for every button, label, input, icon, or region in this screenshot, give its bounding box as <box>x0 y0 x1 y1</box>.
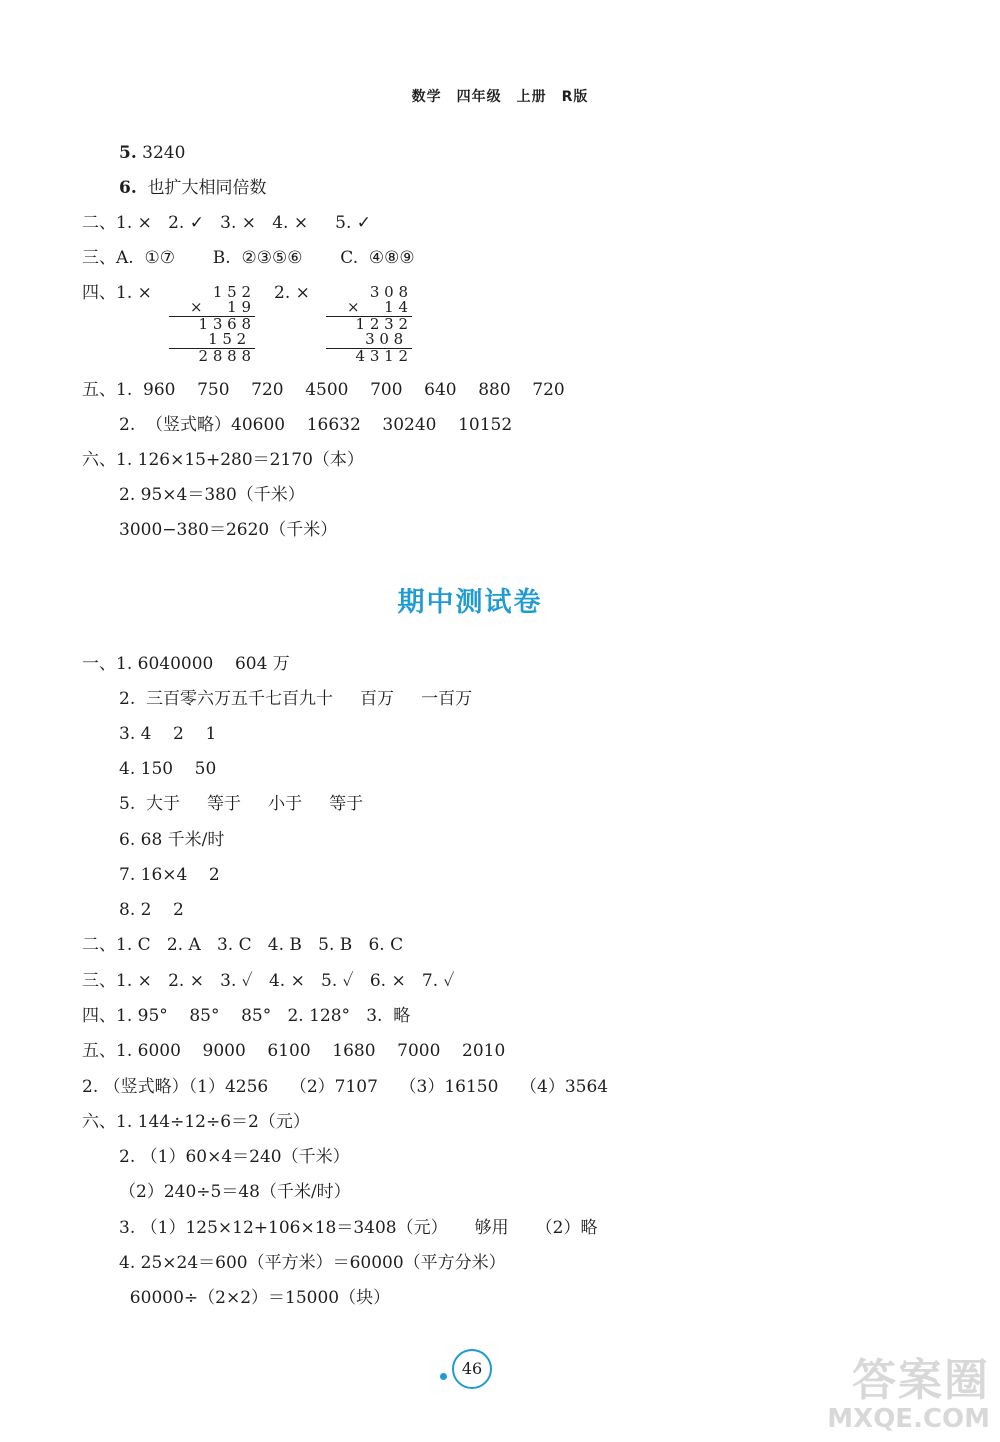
section-six-1: 六、1. 126×15+280＝2170（本） <box>82 450 364 470</box>
page-number-dot <box>440 1373 447 1380</box>
page-number: 46 <box>452 1349 492 1389</box>
vertical-multiplication-2 <box>322 285 412 365</box>
section-two: 二、1. × 2. ✓ 3. × 4. × 5. ✓ <box>82 213 371 233</box>
exam-six: 六、1. 144÷12÷6＝2（元） <box>82 1112 310 1132</box>
exam-one-6: 6. 68 千米/时 <box>119 830 225 850</box>
section-five-2: 2. （竖式略）40600 16632 30240 10152 <box>119 415 513 435</box>
multiplicand: 1 5 2 <box>212 283 251 301</box>
exam-four: 四、1. 95° 85° 85° 2. 128° 3. 略 <box>82 1006 411 1026</box>
section-three: 三、A. ①⑦ B. ②③⑤⑥ C. ④⑧⑨ <box>82 248 415 268</box>
partial-product: 3 0 8 <box>365 330 408 348</box>
exam-six-4b: 60000÷（2×2）＝15000（块） <box>119 1288 391 1308</box>
exam-one-1: 一、1. 6040000 604 万 <box>82 654 290 674</box>
vertical-multiplication-1 <box>165 285 255 365</box>
exam-one-7: 7. 16×4 2 <box>119 865 220 885</box>
running-header: 数学 四年级 上册 R版 <box>411 89 589 105</box>
exam-six-4: 4. 25×24＝600（平方米）＝60000（平方分米） <box>119 1253 506 1273</box>
product: 4 3 1 2 <box>355 347 408 365</box>
exam-six-3: 3. （1）125×12+106×18＝3408（元） 够用 （2）略 <box>119 1218 598 1238</box>
exam-five: 五、1. 6000 9000 6100 1680 7000 2010 <box>82 1041 506 1061</box>
multiplicand: 3 0 8 <box>369 283 408 301</box>
answer-line: 5. 3240 <box>119 143 186 163</box>
section-five-1: 五、1. 960 750 720 4500 700 640 880 720 <box>82 380 565 400</box>
watermark-url: MXQE.COM <box>827 1404 990 1434</box>
exam-five-2: 2. （竖式略）（1）4256 （2）7107 （3）16150 （4）3564 <box>82 1077 609 1097</box>
answer-line: 6. 也扩大相同倍数 <box>119 178 267 198</box>
product: 2 8 8 8 <box>198 347 251 365</box>
partial-product: 1 3 6 8 <box>198 315 251 333</box>
section-six-2: 2. 95×4＝380（千米） <box>119 485 305 505</box>
section-four-q2: 2. × <box>274 283 310 303</box>
section-six-3: 3000−380＝2620（千米） <box>119 520 338 540</box>
exam-one-5: 5. 大于 等于 小于 等于 <box>119 794 364 814</box>
exam-three: 三、1. × 2. × 3. ✓ 4. × 5. ✓ 6. × 7. ✓ <box>82 971 455 991</box>
exam-one-3: 3. 4 2 1 <box>119 724 217 744</box>
multiplier: × 1 4 <box>347 298 408 316</box>
exam-one-8: 8. 2 2 <box>119 900 184 920</box>
multiplier: × 1 9 <box>190 298 251 316</box>
exam-one-4: 4. 150 50 <box>119 759 217 779</box>
partial-product: 1 5 2 <box>208 330 251 348</box>
section-four-label: 四、1. × <box>82 283 152 303</box>
exam-six-2: 2. （1）60×4＝240（千米） <box>119 1147 350 1167</box>
watermark-logo: 答案圈 <box>852 1355 990 1406</box>
exam-one-2: 2. 三百零六万五千七百九十 百万 一百万 <box>119 689 473 709</box>
section-title: 期中测试卷 <box>397 587 543 618</box>
exam-six-2b: （2）240÷5＝48（千米/时） <box>119 1182 351 1202</box>
partial-product: 1 2 3 2 <box>355 315 408 333</box>
watermark <box>790 1344 990 1434</box>
exam-two: 二、1. C 2. A 3. C 4. B 5. B 6. C <box>82 935 404 955</box>
